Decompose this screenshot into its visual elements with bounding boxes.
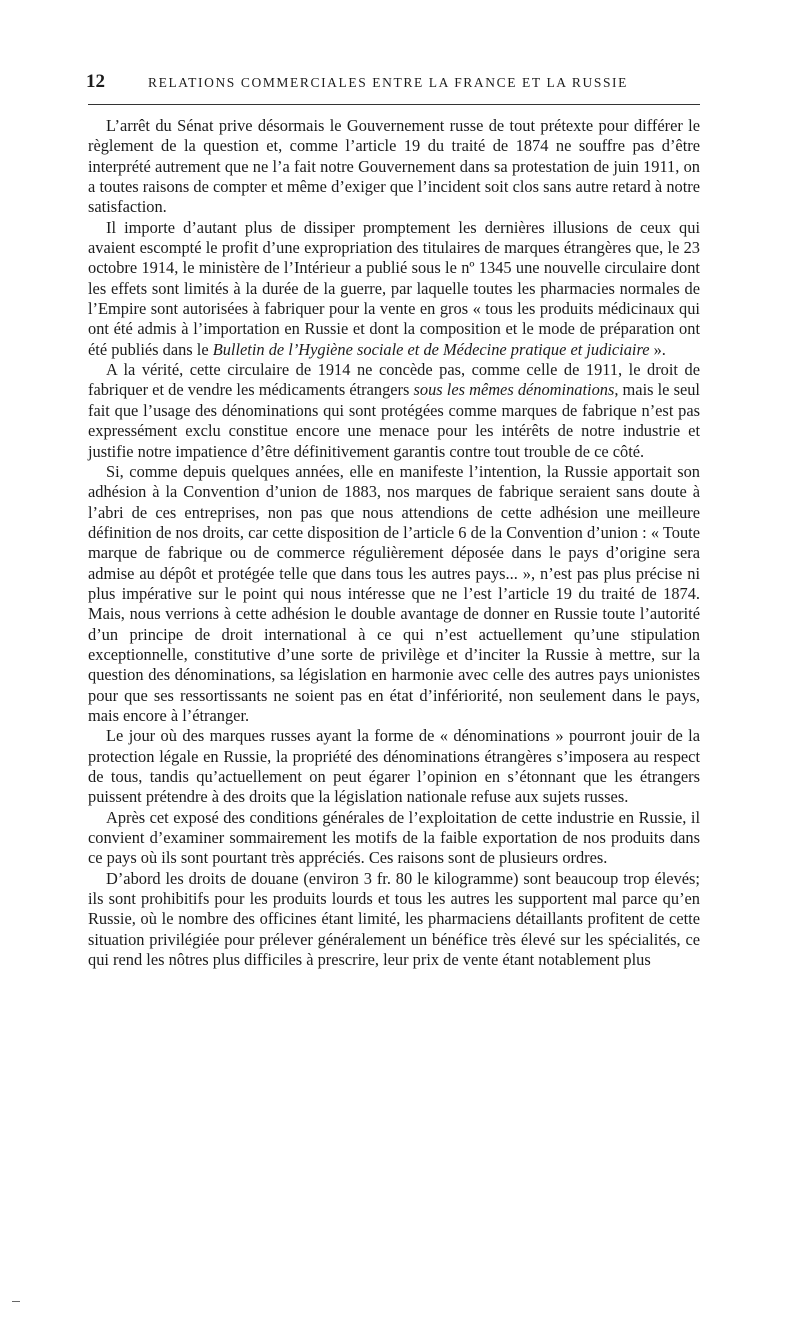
paragraph-3-text: A la vérité, cette circulaire de 1914 ne concède pas, comme celle de 1911, le droit de fabriquer et de vendre les médicaments étrangers: [88, 360, 700, 400]
paragraph-3-end: , mais le seul fait que l’usage des dénominations qui sont protégées comme marques de fabrique n’est pas expressément exclu constitue encore une menace pour les intérêts de notre industrie et justifie notre impatience d’être définitivement garantis contre tout trouble de ce côté.: [88, 380, 700, 461]
running-head: [86, 71, 698, 95]
bulletin-title: Bulletin de l’Hygiène sociale et de Médecine pratique et judiciaire: [212, 339, 650, 359]
paragraph-2-end: ».: [649, 339, 666, 359]
paragraph-3: [88, 360, 700, 462]
running-title: RELATIONS COMMERCIALES ENTRE LA FRANCE ET LA RUSSIE: [148, 75, 629, 90]
header-rule: [88, 104, 700, 105]
page-number: 12: [86, 71, 105, 92]
paragraph-1: L’arrêt du Sénat prive désormais le Gouvernement russe de tout prétexte pour différer le règlement de la question et, comme l’article 19 du traité de 1874 ne souffre pas d’être interprété autrement que ne l’a fait notre Gouvernement dans sa protestation de juin 1911, on a toutes raisons de compter et même d’exiger que l’incident soit clos sans autre retard à notre satisfaction.: [88, 116, 700, 217]
paragraph-2-text: Il importe d’autant plus de dissiper promptement les dernières illusions de ceux qui avaient escompté le profit d’une expropriation des titulaires de marques étrangères que, le 23 octobre 1914, le ministère de l’Intérieur a publié sous le nº 1345 une nouvelle circulaire dont les effets sont limités à la durée de la guerre, par laquelle toutes les pharmacies normales de l’Empire sont autorisées à fabriquer pour la vente en gros « tous les produits médicinaux qui ont été admis à l’importation en Russie et dont la composition et le mode de préparation ont été publiés dans le: [88, 217, 700, 359]
paragraph-5: Le jour où des marques russes ayant la forme de « dénominations » pourront jouir de la protection légale en Russie, la propriété des dénominations étrangères s’imposera au respect de tous, tandis qu’actuellement on peut égarer l’opinion en s’étonnant que les étrangers puissent prétendre à des droits que la législation nationale refuse aux sujets russes.: [88, 726, 700, 807]
paragraph-7: D’abord les droits de douane (environ 3 fr. 80 le kilogramme) sont beaucoup trop élevés; ils sont prohibitifs pour les produits lourds et tous les autres les supportent mal parce qu’en Russie, où le nombre des officines étant limité, les pharmaciens détaillants profitent de cette situation privilégiée pour prélever généralement un bénéfice très élevé sur les spécialités, ce qui rend les nôtres plus difficiles à prescrire, leur prix de vente étant notablement plus: [88, 868, 700, 970]
paragraph-2: [88, 218, 700, 360]
emphasis-denominations: sous les mêmes dénominations: [413, 380, 615, 400]
body-text: [88, 116, 700, 970]
margin-mark: [12, 1301, 20, 1302]
paragraph-6: Après cet exposé des conditions générales de l’exploitation de cette industrie en Russie, il convient d’examiner sommairement les motifs de la faible exportation de nos produits dans ce pays où ils sont pourtant très appréciés. Ces raisons sont de plusieurs ordres.: [88, 807, 700, 868]
paragraph-4: Si, comme depuis quelques années, elle en manifeste l’intention, la Russie apportait son adhésion à la Convention d’union de 1883, nos marques de fabrique seraient sans doute à l’abri de ces entreprises, non pas que nous attendions de cette adhésion une meilleure définition de nos droits, car cette disposition de l’article 6 de la Convention d’union : « Toute marque de fabrique ou de commerce régulièrement déposée dans le pays d’origine sera admise au dépôt et protégée telle que dans tous les autres pays... », n’est pas plus précise ni plus impérative sur le point qui nous intéresse que ne l’est l’article 19 du traité de 1874. Mais, nous verrions à cette adhésion le double avantage de donner en Russie toute l’autorité d’un principe de droit international à ce qui n’est actuellement qu’une stipulation exceptionnelle, constitutive d’une sorte de privilège et d’inciter la Russie à mettre, sur la question des dénominations, sa législation en harmonie avec celle des autres pays unionistes pour que ses ressortissants ne soient pas en état d’infériorité, non seulement dans le pays, mais encore à l’étranger.: [88, 461, 700, 725]
